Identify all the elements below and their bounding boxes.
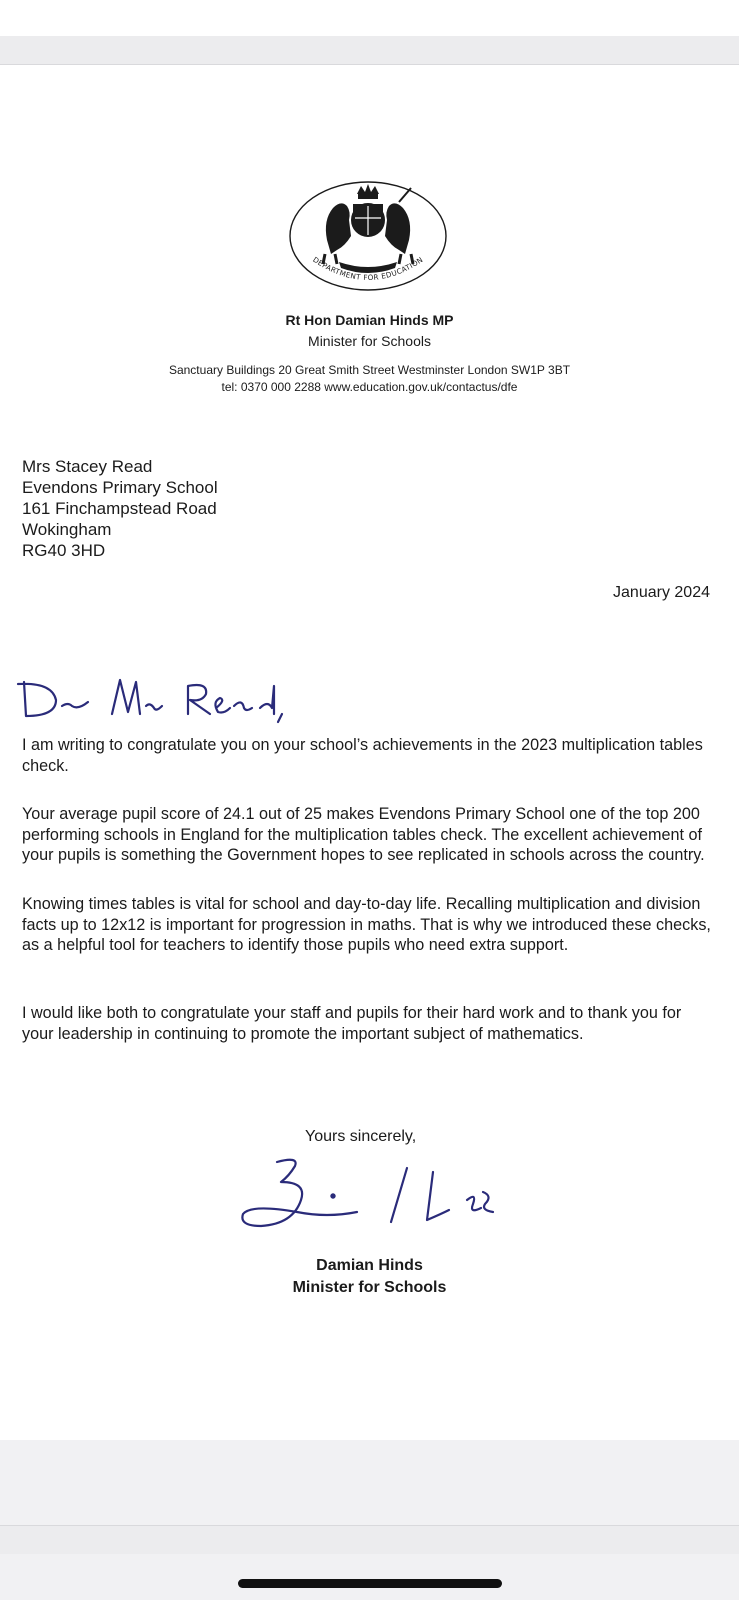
recipient-line: RG40 3HD: [22, 541, 106, 560]
viewer-top-bar: [0, 36, 739, 65]
closing: Yours sincerely,: [305, 1128, 417, 1145]
recipient-line: Wokingham: [22, 520, 112, 539]
home-indicator[interactable]: [238, 1579, 502, 1588]
office-contact: tel: 0370 000 2288 www.education.gov.uk/contactus/dfe: [221, 380, 518, 394]
letter-date: January 2024: [613, 584, 710, 601]
recipient-line: Mrs Stacey Read: [22, 457, 153, 476]
handwritten-salutation: [12, 672, 302, 734]
handwritten-signature: [237, 1152, 517, 1248]
signer-name: Damian Hinds: [316, 1257, 423, 1274]
signer-role: Minister for Schools: [292, 1279, 447, 1296]
minister-role: Minister for Schools: [308, 333, 431, 349]
body-paragraph: I would like both to congratulate your staff and pupils for their hard work and to thank you for your leadership in continuing to promote the important subject of mathematics.: [22, 1004, 682, 1043]
ring-text: DEPARTMENT FOR EDUCATION: [311, 254, 425, 283]
status-bar-area: [0, 0, 739, 36]
royal-coat-of-arms-icon: [287, 180, 449, 298]
viewer-bottom-bar: [0, 1525, 739, 1554]
body-paragraph: Knowing times tables is vital for school and day-to-day life. Recalling multiplication and division facts up to 12x12 is important for progression in maths. That is why we introduced these checks, as a helpful tool for teachers to identify those pupils who need extra support.: [22, 895, 711, 954]
recipient-line: Evendons Primary School: [22, 478, 218, 497]
recipient-line: 161 Finchampstead Road: [22, 499, 217, 518]
body-paragraph: Your average pupil score of 24.1 out of 25 makes Evendons Primary School one of the top 200 performing schools in England for the multiplication tables check. The excellent achievement of your pupils is something the Government hopes to see replicated in schools across the country.: [22, 805, 705, 864]
recipient-address: [22, 456, 218, 561]
office-address: Sanctuary Buildings 20 Great Smith Street Westminster London SW1P 3BT: [168, 363, 571, 377]
body-paragraph: I am writing to congratulate you on your school’s achievements in the 2023 multiplication tables check.: [22, 736, 703, 775]
minister-name: Rt Hon Damian Hinds MP: [285, 312, 454, 328]
